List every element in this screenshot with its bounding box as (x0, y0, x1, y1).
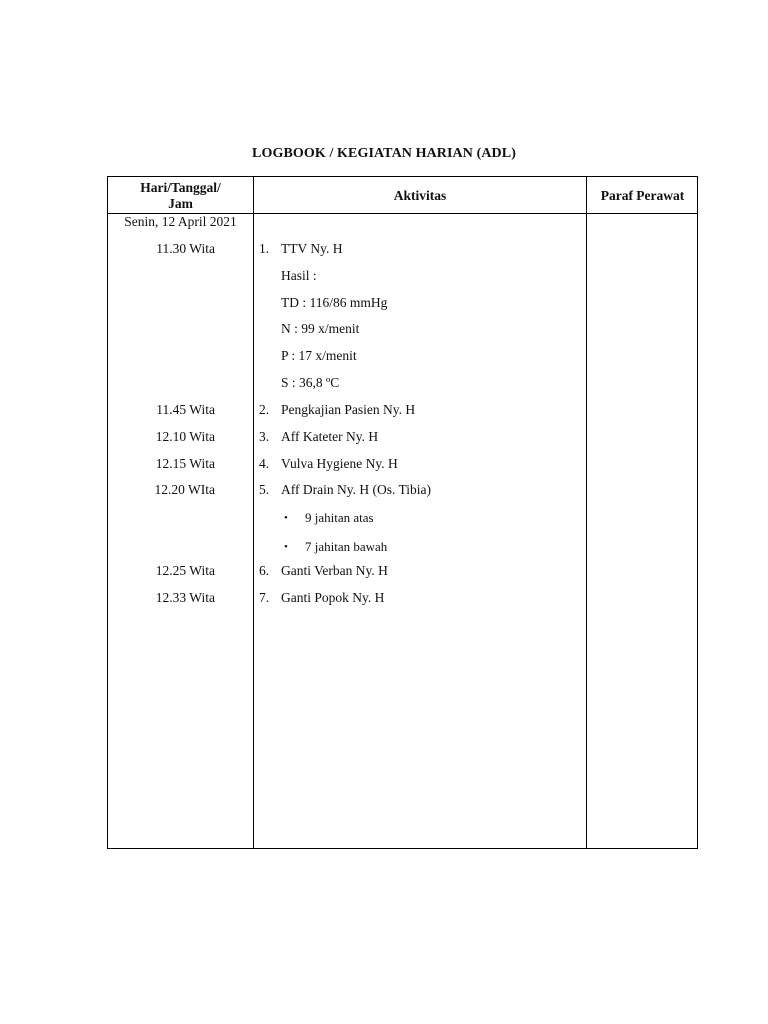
activity-number: 1. (259, 241, 270, 256)
time-cell: 12.33 Wita (155, 590, 215, 605)
activity-number: 3. (259, 429, 270, 444)
ttv-result: N : 99 x/menit (281, 321, 360, 336)
activity-number: 5. (259, 482, 270, 497)
time-cell: 11.45 Wita (156, 402, 215, 417)
activity-text: Ganti Verban Ny. H (281, 563, 388, 578)
time-cell: 12.20 WIta (154, 482, 215, 497)
column-divider (253, 177, 254, 848)
bullet-icon: • (284, 512, 288, 524)
bullet-item: 9 jahitan atas (305, 510, 374, 525)
time-cell: 12.15 Wita (155, 456, 215, 471)
activity-number: 4. (259, 456, 270, 471)
ttv-result: Hasil : (281, 268, 317, 283)
page-title: LOGBOOK / KEGIATAN HARIAN (ADL) (252, 146, 516, 161)
activity-number: 7. (259, 590, 270, 605)
header-nurse-signature: Paraf Perawat (600, 187, 685, 203)
ttv-result: TD : 116/86 mmHg (281, 295, 388, 310)
bullet-icon: • (284, 541, 288, 553)
header-date-time (108, 177, 253, 214)
activity-number: 6. (259, 563, 270, 578)
logbook-table (107, 176, 698, 849)
date-cell: Senin, 12 April 2021 (124, 214, 237, 229)
header-date-time-line1: Hari/Tanggal/ (140, 179, 221, 195)
activity-text: Pengkajian Pasien Ny. H (281, 402, 416, 417)
ttv-result: P : 17 x/menit (281, 348, 357, 363)
activity-text: Aff Drain Ny. H (Os. Tibia) (281, 482, 431, 497)
header-date-time-line2: Jam (168, 195, 193, 211)
activity-text: Vulva Hygiene Ny. H (281, 456, 398, 471)
ttv-result: S : 36,8 ºC (281, 375, 340, 390)
time-cell: 12.10 Wita (155, 429, 215, 444)
activity-text: Aff Kateter Ny. H (281, 429, 379, 444)
time-cell: 11.30 Wita (156, 241, 215, 256)
activity-text: TTV Ny. H (281, 241, 343, 256)
time-cell: 12.25 Wita (155, 563, 215, 578)
activity-text: Ganti Popok Ny. H (281, 590, 385, 605)
bullet-item: 7 jahitan bawah (305, 539, 388, 554)
activity-number: 2. (259, 402, 270, 417)
header-activity: Aktivitas (393, 187, 447, 203)
signature-cell (587, 214, 698, 848)
